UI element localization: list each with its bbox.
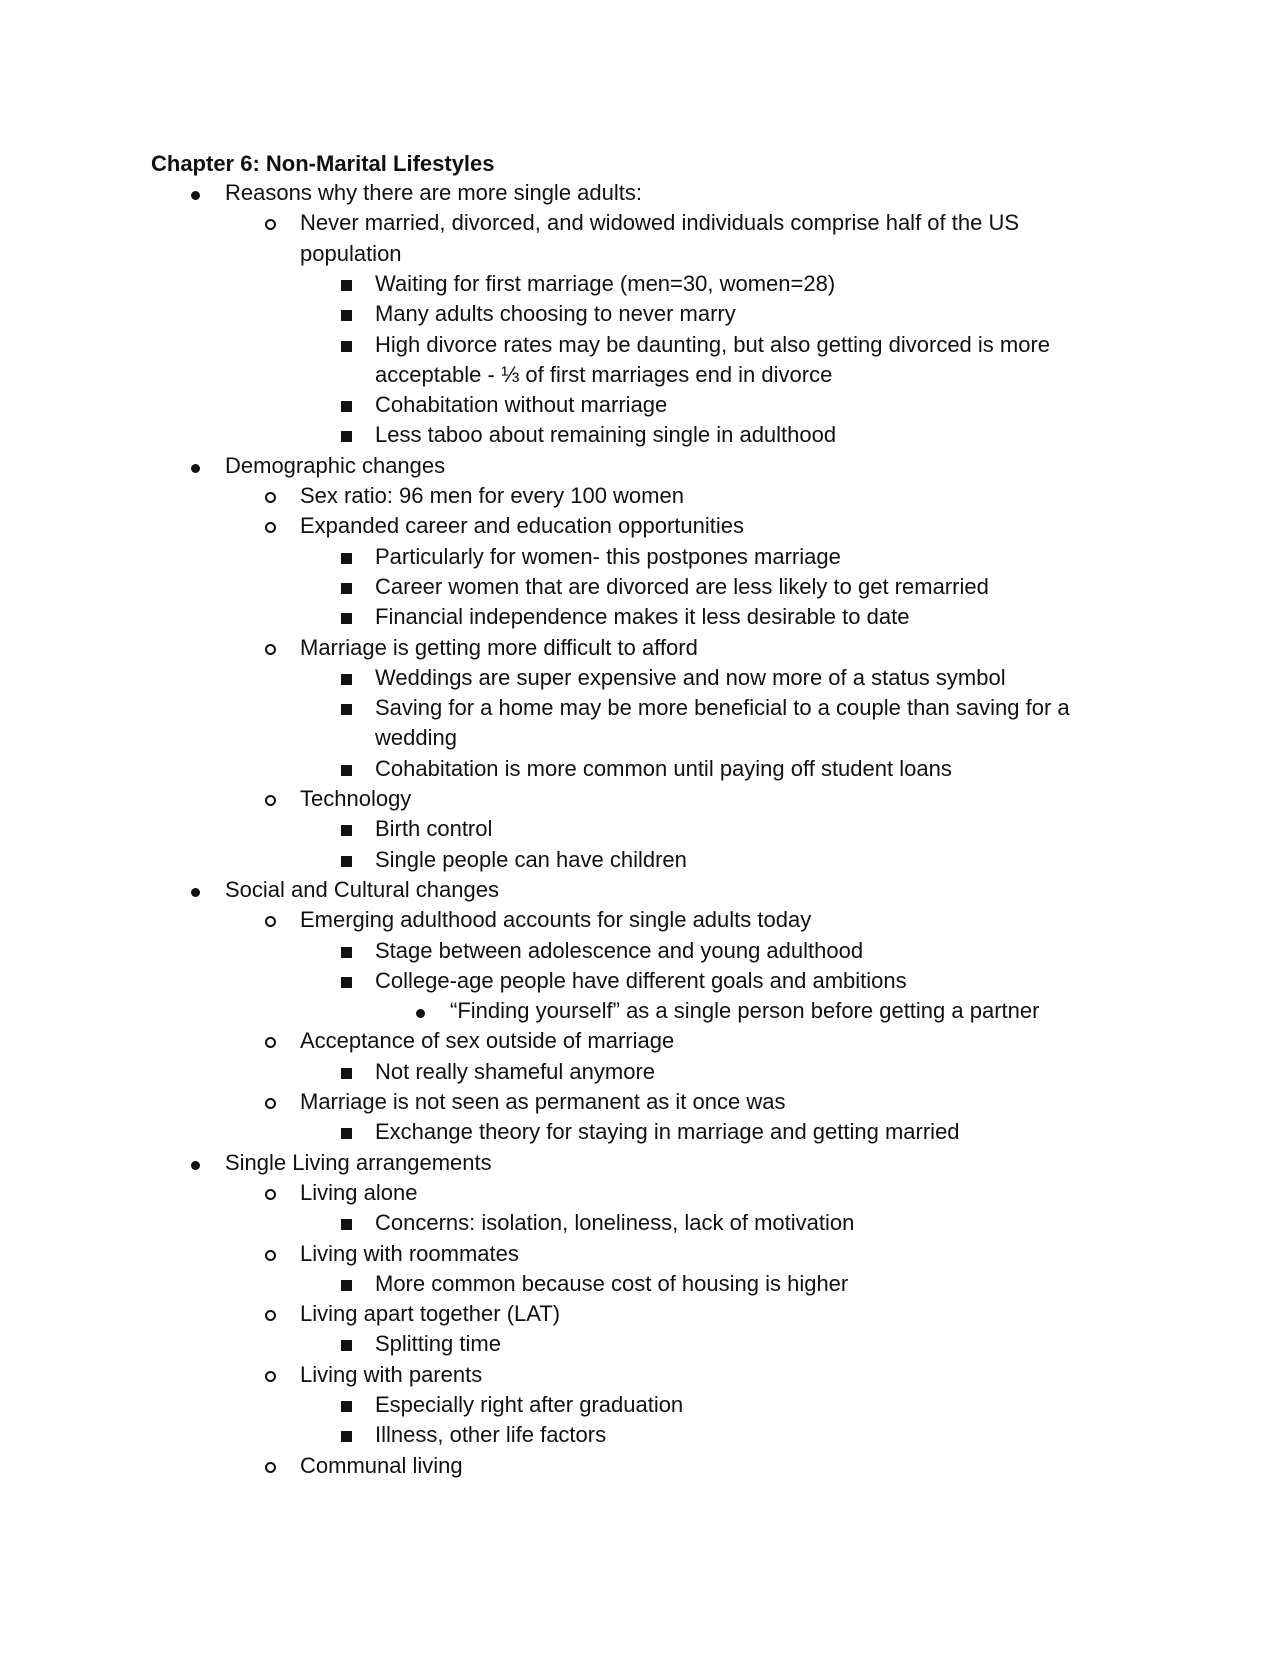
bullet-square-icon bbox=[341, 765, 352, 776]
list-item-text: wedding bbox=[375, 725, 457, 750]
bullet-marker bbox=[260, 1087, 280, 1117]
bullet-marker bbox=[185, 875, 205, 905]
list-item-text: Communal living bbox=[300, 1453, 463, 1478]
list-item-text: Emerging adulthood accounts for single adults today bbox=[300, 907, 812, 932]
list-item-text: Single Living arrangements bbox=[225, 1150, 492, 1175]
list-item-text: Living with roommates bbox=[300, 1241, 519, 1266]
bullet-dot-icon bbox=[191, 191, 200, 200]
bullet-circle-icon bbox=[265, 916, 276, 927]
bullet-dot-icon bbox=[416, 1009, 425, 1018]
bullet-square-icon bbox=[341, 1219, 352, 1230]
bullet-marker bbox=[336, 1329, 356, 1359]
bullet-circle-icon bbox=[265, 1250, 276, 1261]
bullet-square-icon bbox=[341, 583, 352, 594]
bullet-square-icon bbox=[341, 825, 352, 836]
bullet-marker bbox=[336, 966, 356, 996]
bullet-marker bbox=[336, 1117, 356, 1147]
bullet-dot-icon bbox=[191, 1161, 200, 1170]
bullet-square-icon bbox=[341, 280, 352, 291]
list-item-text: Illness, other life factors bbox=[375, 1422, 607, 1447]
bullet-marker bbox=[336, 693, 356, 723]
bullet-marker bbox=[336, 1269, 356, 1299]
list-item-text: Demographic changes bbox=[225, 453, 446, 478]
bullet-square-icon bbox=[341, 613, 352, 624]
bullet-square-icon bbox=[341, 947, 352, 958]
bullet-circle-icon bbox=[265, 1037, 276, 1048]
list-item-text: Many adults choosing to never marry bbox=[375, 301, 736, 326]
bullet-square-icon bbox=[341, 310, 352, 321]
list-item-text: Never married, divorced, and widowed individuals comprise half of the US bbox=[300, 210, 1020, 235]
bullet-dot-icon bbox=[191, 464, 200, 473]
bullet-marker bbox=[260, 1360, 280, 1390]
bullet-marker bbox=[336, 1420, 356, 1450]
bullet-square-icon bbox=[341, 1431, 352, 1442]
bullet-marker bbox=[260, 1178, 280, 1208]
list-item-text: “Finding yourself” as a single person before getting a partner bbox=[450, 998, 1040, 1023]
list-item-text: Saving for a home may be more beneficial to a couple than saving for a bbox=[375, 695, 1070, 720]
bullet-marker bbox=[260, 1026, 280, 1056]
list-item-text: More common because cost of housing is higher bbox=[375, 1271, 849, 1296]
bullet-marker bbox=[336, 936, 356, 966]
bullet-square-icon bbox=[341, 1340, 352, 1351]
bullet-square-icon bbox=[341, 856, 352, 867]
bullet-marker bbox=[260, 1299, 280, 1329]
bullet-marker bbox=[336, 814, 356, 844]
bullet-square-icon bbox=[341, 704, 352, 715]
list-item-text: acceptable - ⅓ of first marriages end in divorce bbox=[375, 362, 833, 387]
bullet-marker bbox=[336, 330, 356, 360]
bullet-marker bbox=[260, 633, 280, 663]
bullet-square-icon bbox=[341, 977, 352, 988]
bullet-square-icon bbox=[341, 553, 352, 564]
bullet-dot-icon bbox=[191, 888, 200, 897]
bullet-marker bbox=[260, 511, 280, 541]
bullet-marker bbox=[260, 784, 280, 814]
bullet-square-icon bbox=[341, 1401, 352, 1412]
list-item-text: Cohabitation without marriage bbox=[375, 392, 668, 417]
bullet-circle-icon bbox=[265, 1189, 276, 1200]
list-item-text: Weddings are super expensive and now more of a status symbol bbox=[375, 665, 1006, 690]
bullet-marker bbox=[410, 996, 430, 1026]
bullet-marker bbox=[336, 572, 356, 602]
list-item-text: Reasons why there are more single adults: bbox=[225, 180, 642, 205]
bullet-marker bbox=[336, 269, 356, 299]
list-item-text: Cohabitation is more common until paying off student loans bbox=[375, 756, 952, 781]
bullet-marker bbox=[336, 663, 356, 693]
bullet-marker bbox=[336, 1057, 356, 1087]
bullet-marker bbox=[336, 845, 356, 875]
bullet-circle-icon bbox=[265, 492, 276, 503]
bullet-marker bbox=[336, 754, 356, 784]
list-item-text: Concerns: isolation, loneliness, lack of motivation bbox=[375, 1210, 855, 1235]
bullet-circle-icon bbox=[265, 219, 276, 230]
list-item-text: Marriage is getting more difficult to afford bbox=[300, 635, 698, 660]
bullet-marker bbox=[185, 178, 205, 208]
list-item-text: Splitting time bbox=[375, 1331, 501, 1356]
bullet-circle-icon bbox=[265, 795, 276, 806]
bullet-marker bbox=[336, 420, 356, 450]
bullet-circle-icon bbox=[265, 644, 276, 655]
bullet-square-icon bbox=[341, 1068, 352, 1079]
list-item-text: population bbox=[300, 241, 402, 266]
bullet-marker bbox=[336, 1208, 356, 1238]
list-item-text: High divorce rates may be daunting, but also getting divorced is more bbox=[375, 332, 1051, 357]
list-item-text: Especially right after graduation bbox=[375, 1392, 684, 1417]
bullet-square-icon bbox=[341, 1280, 352, 1291]
bullet-square-icon bbox=[341, 1128, 352, 1139]
list-item-text: Career women that are divorced are less likely to get remarried bbox=[375, 574, 989, 599]
bullet-square-icon bbox=[341, 431, 352, 442]
bullet-marker bbox=[336, 542, 356, 572]
list-item-text: Single people can have children bbox=[375, 847, 687, 872]
bullet-circle-icon bbox=[265, 1310, 276, 1321]
list-item-text: Social and Cultural changes bbox=[225, 877, 499, 902]
bullet-circle-icon bbox=[265, 1462, 276, 1473]
list-item-text: Exchange theory for staying in marriage and getting married bbox=[375, 1119, 960, 1144]
bullet-marker bbox=[260, 208, 280, 238]
bullet-marker bbox=[336, 390, 356, 420]
bullet-marker bbox=[185, 1148, 205, 1178]
bullet-marker bbox=[260, 1451, 280, 1481]
bullet-circle-icon bbox=[265, 522, 276, 533]
page-title: Chapter 6: Non-Marital Lifestyles bbox=[151, 151, 495, 176]
list-item-text: Living apart together (LAT) bbox=[300, 1301, 561, 1326]
list-item-text: Sex ratio: 96 men for every 100 women bbox=[300, 483, 684, 508]
list-item-text: Birth control bbox=[375, 816, 493, 841]
bullet-marker bbox=[185, 451, 205, 481]
bullet-square-icon bbox=[341, 674, 352, 685]
list-item-text: Not really shameful anymore bbox=[375, 1059, 656, 1084]
bullet-marker bbox=[336, 602, 356, 632]
bullet-marker bbox=[260, 905, 280, 935]
list-item-text: Living alone bbox=[300, 1180, 418, 1205]
bullet-marker bbox=[336, 299, 356, 329]
bullet-marker bbox=[336, 1390, 356, 1420]
list-item-text: Technology bbox=[300, 786, 412, 811]
list-item-text: Particularly for women- this postpones marriage bbox=[375, 544, 841, 569]
list-item-text: Financial independence makes it less desirable to date bbox=[375, 604, 910, 629]
list-item-text: Stage between adolescence and young adulthood bbox=[375, 938, 864, 963]
list-item-text: Marriage is not seen as permanent as it once was bbox=[300, 1089, 786, 1114]
list-item-text: Expanded career and education opportunities bbox=[300, 513, 744, 538]
list-item-text: College-age people have different goals and ambitions bbox=[375, 968, 907, 993]
list-item-text: Acceptance of sex outside of marriage bbox=[300, 1028, 675, 1053]
bullet-circle-icon bbox=[265, 1098, 276, 1109]
list-item-text: Less taboo about remaining single in adulthood bbox=[375, 422, 837, 447]
bullet-circle-icon bbox=[265, 1371, 276, 1382]
bullet-marker bbox=[260, 481, 280, 511]
bullet-marker bbox=[260, 1239, 280, 1269]
bullet-square-icon bbox=[341, 341, 352, 352]
list-item-text: Waiting for first marriage (men=30, women=28) bbox=[375, 271, 836, 296]
list-item-text: Living with parents bbox=[300, 1362, 483, 1387]
bullet-square-icon bbox=[341, 401, 352, 412]
